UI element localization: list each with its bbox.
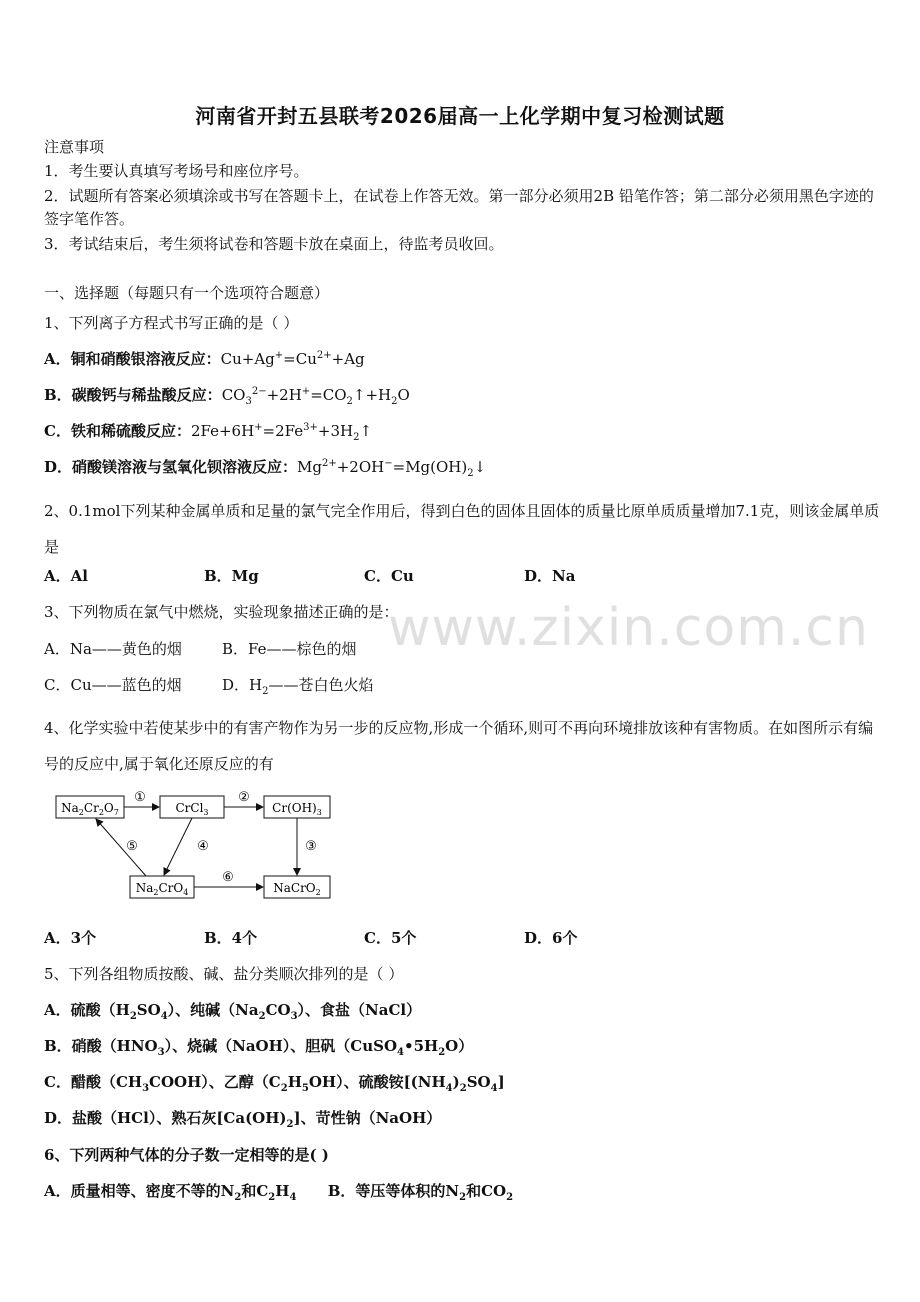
option-label: B．碳酸钙与稀盐酸反应： [44,386,222,404]
question-4-option-b: B．4个 [204,929,258,947]
step-label-5: ⑤ [126,839,138,854]
arrow-step-4 [164,818,192,875]
step-label-3: ③ [305,839,317,854]
question-1-option-a [44,348,880,370]
svg-text:Na2Cr2O7: $Na_2Cr_2O_7$ [61,801,119,817]
question-1-option-d [44,456,880,478]
question-3-option-a: A．Na——黄色的烟 [44,640,182,658]
question-1-option-c [44,420,880,442]
notice-item-2: 2．试题所有答案必须填涂或书写在答题卡上，在试卷上作答无效。第一部分必须用2B 铅笔作答；第二部分必须用黑色字迹的签字笔作答。 [44,187,874,228]
question-5-stem: 5、下列各组物质按酸、碱、盐分类顺次排列的是（ ） [44,965,404,983]
question-1-option-b [44,384,880,406]
question-2-option-c: C．Cu [364,567,414,585]
svg-text:Na2CrO4: $Na_2CrO_4$ [135,881,189,897]
step-label-2: ② [238,790,250,805]
question-4-stem: 4、化学实验中若使某步中的有害产物作为另一步的反应物,形成一个循环,则可不再向环境排放该种有害物质。在如图所示有编号的反应中,属于氧化还原反应的有 [44,719,874,773]
question-3-option-c: C．Cu——蓝色的烟 [44,676,182,694]
question-5-option-d: D．盐酸（HCl）、熟石灰$[Ca(OH)_2]$、苛性钠（NaOH） [44,1109,442,1130]
notice-heading: 注意事项 [44,138,105,156]
equation: $2Fe+6H^+=2Fe^{3+}+3H_2↑$ [190,422,373,443]
question-2-option-b: B．Mg [204,567,259,585]
option-label: D．H [222,676,263,694]
option-label: D．硝酸镁溶液与氢氧化钡溶液反应： [44,458,298,476]
step-label-6: ⑥ [222,870,234,885]
step-label-1: ① [134,790,146,805]
svg-text:Cr(OH)3: $Cr(OH)_3$ [272,801,322,817]
equation: $CO_3^{2-}+2H^+=CO_2↑+H_2O$ [221,386,410,407]
question-4-option-c: C．5个 [364,929,417,947]
question-3-option-d: D．$H_2——$苍白色火焰 [222,676,374,697]
option-label: C．铁和稀硫酸反应： [44,422,191,440]
step-label-4: ④ [197,839,209,854]
question-6-options: A．质量相等、密度不等的$N_2$和$C_2H_4$ B．等压等体积的$N_2$和$CO_2$ [44,1182,514,1203]
watermark: www.zixin.com.cn [388,598,869,658]
question-2-option-a: A．Al [44,567,88,585]
notice-item-1: 1．考生要认真填写考场号和座位序号。 [44,162,309,180]
question-3-stem: 3、下列物质在氯气中燃烧，实验现象描述正确的是： [44,603,399,621]
equation: $Mg^{2+}+2OH^-=Mg(OH)_2↓$ [297,458,487,479]
arrow-step-5 [96,819,146,876]
equation: $Cu+Ag^+=Cu^{2+}+Ag$ [220,350,365,368]
option-label: A．铜和硝酸银溶液反应： [44,350,221,368]
question-4-option-d: D．6个 [524,929,578,947]
question-5-option-c: C．醋酸$(CH_3COOH)$、乙醇$(C_2H_5OH)$、硫酸铵$[(NH_4)_2SO_4]$ [44,1073,505,1094]
svg-text:NaCrO2: NaCrO$_2$ [273,881,321,897]
question-6-stem: 6、下列两种气体的分子数一定相等的是( ) [44,1146,329,1164]
svg-text:CrCl3: CrCl$_3$ [175,801,209,817]
reaction-cycle-diagram [50,784,340,908]
section-heading: 一、选择题（每题只有一个选项符合题意） [44,284,330,302]
question-2-option-d: D．Na [524,567,576,585]
question-5-option-a: A．硫酸$(H_2SO_4)$、纯碱$(Na_2CO_3)$、食盐（NaCl） [44,1001,422,1022]
notice-item-3: 3．考试结束后，考生须将试卷和答题卡放在桌面上，待监考员收回。 [44,235,504,253]
question-2-stem: 2、0.1mol下列某种金属单质和足量的氯气完全作用后，得到白色的固体且固体的质量比原单质质量增加7.1克，则该金属单质是 [44,502,880,556]
question-3-option-b: B．Fe——棕色的烟 [222,640,357,658]
option-text: ——苍白色火焰 [268,676,374,694]
question-1-stem: 1、下列离子方程式书写正确的是（ ） [44,314,299,332]
question-5-option-b: B．硝酸$(HNO_3)$、烧碱（NaOH）、胆矾$(CuSO_4•5H_2O)$ [44,1037,474,1058]
page-title: 河南省开封五县联考2026届高一上化学期中复习检测试题 [195,104,725,128]
question-4-option-a: A．3个 [44,929,97,947]
